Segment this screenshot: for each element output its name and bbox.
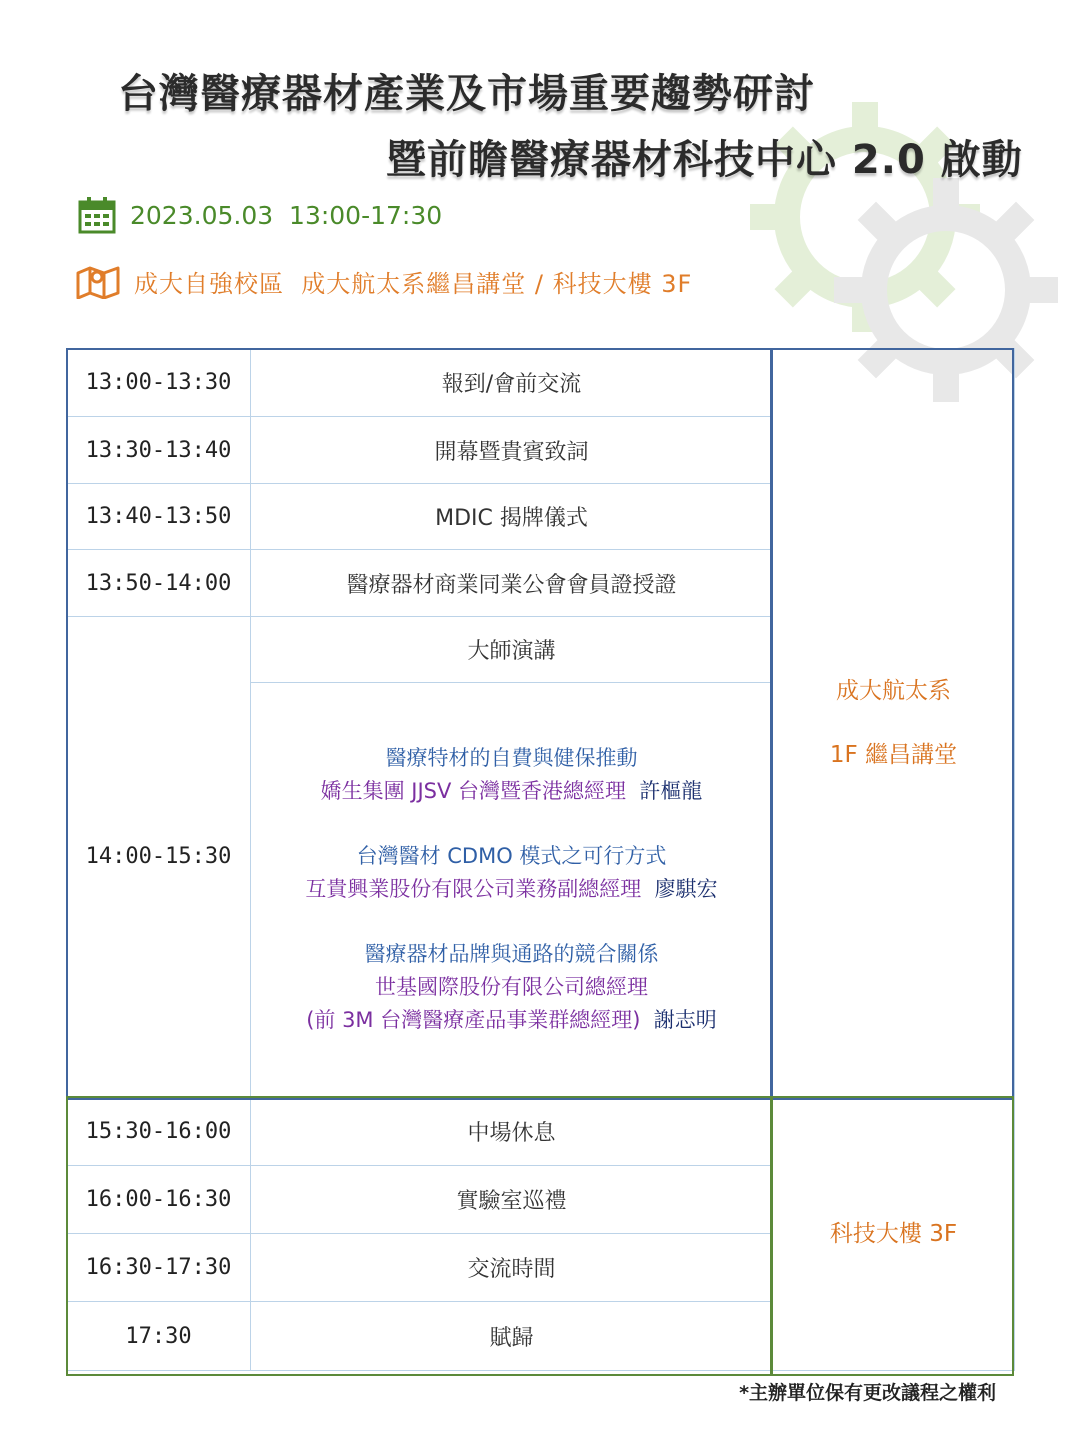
item-cell: 實驗室巡禮 [251, 1166, 773, 1234]
talk-org: 互貴興業股份有限公司業務副總經理 [305, 877, 642, 901]
item-cell: 中場休息 [251, 1097, 773, 1166]
talk-speaker: 謝志明 [653, 1008, 717, 1032]
event-venue [76, 264, 692, 299]
talk-org: 世基國際股份有限公司總經理 [375, 975, 648, 999]
time-cell: 13:50-14:00 [67, 550, 251, 617]
room1-line1: 成大航太系 [836, 677, 951, 704]
talk-3 [251, 938, 772, 1037]
title-line-2: 暨前瞻醫療器材科技中心 2.0 啟動 [386, 137, 1023, 183]
time-cell: 15:30-16:00 [67, 1097, 251, 1166]
talk-org-former: (前 3M 台灣醫療產品事業群總經理) [306, 1008, 641, 1032]
item-cell: 醫療器材商業同業公會會員證授證 [251, 550, 773, 617]
venue-text: 成大自強校區 成大航太系繼昌講堂 / 科技大樓 3F [134, 270, 693, 298]
time-cell: 13:40-13:50 [67, 484, 251, 550]
footnote: *主辦單位保有更改議程之權利 [739, 1382, 996, 1404]
keynote-header: 大師演講 [251, 617, 773, 683]
room-cell-tech: 科技大樓 3F [773, 1097, 1015, 1371]
talk-2 [251, 840, 772, 906]
item-cell: 交流時間 [251, 1234, 773, 1302]
talk-title: 醫療特材的自費與健保推動 [385, 746, 638, 770]
table-row [67, 1097, 1015, 1166]
title-line-1: 台灣醫療器材產業及市場重要趨勢研討 [118, 71, 815, 117]
talk-speaker: 廖騏宏 [654, 877, 718, 901]
room-cell-aero [773, 349, 1015, 1097]
item-cell: MDIC 揭牌儀式 [251, 484, 773, 550]
talk-speaker: 許樞龍 [639, 779, 703, 803]
talk-1 [251, 742, 772, 808]
divider-blue [770, 348, 773, 1098]
time-cell: 17:30 [67, 1302, 251, 1371]
table-row [67, 349, 1015, 417]
time-cell: 16:30-17:30 [67, 1234, 251, 1302]
time-cell-keynote: 14:00-15:30 [67, 617, 251, 1097]
map-icon [76, 265, 120, 299]
keynote-talks [251, 683, 773, 1097]
time-cell: 16:00-16:30 [67, 1166, 251, 1234]
room1-line2: 1F 繼昌講堂 [829, 741, 958, 768]
divider-green [770, 1096, 773, 1374]
talk-title: 台灣醫材 CDMO 模式之可行方式 [356, 844, 667, 868]
calendar-icon [78, 196, 116, 234]
time-cell: 13:00-13:30 [67, 349, 251, 417]
date-text: 2023.05.03 13:00-17:30 [130, 200, 443, 230]
talk-title: 醫療器材品牌與通路的競合關係 [364, 942, 659, 966]
time-cell: 13:30-13:40 [67, 417, 251, 484]
talk-org: 嬌生集團 JJSV 台灣暨香港總經理 [320, 779, 627, 803]
item-cell: 開幕暨貴賓致詞 [251, 417, 773, 484]
agenda-table [66, 348, 1014, 1371]
item-cell: 賦歸 [251, 1302, 773, 1371]
item-cell: 報到/會前交流 [251, 349, 773, 417]
event-date [78, 196, 442, 234]
